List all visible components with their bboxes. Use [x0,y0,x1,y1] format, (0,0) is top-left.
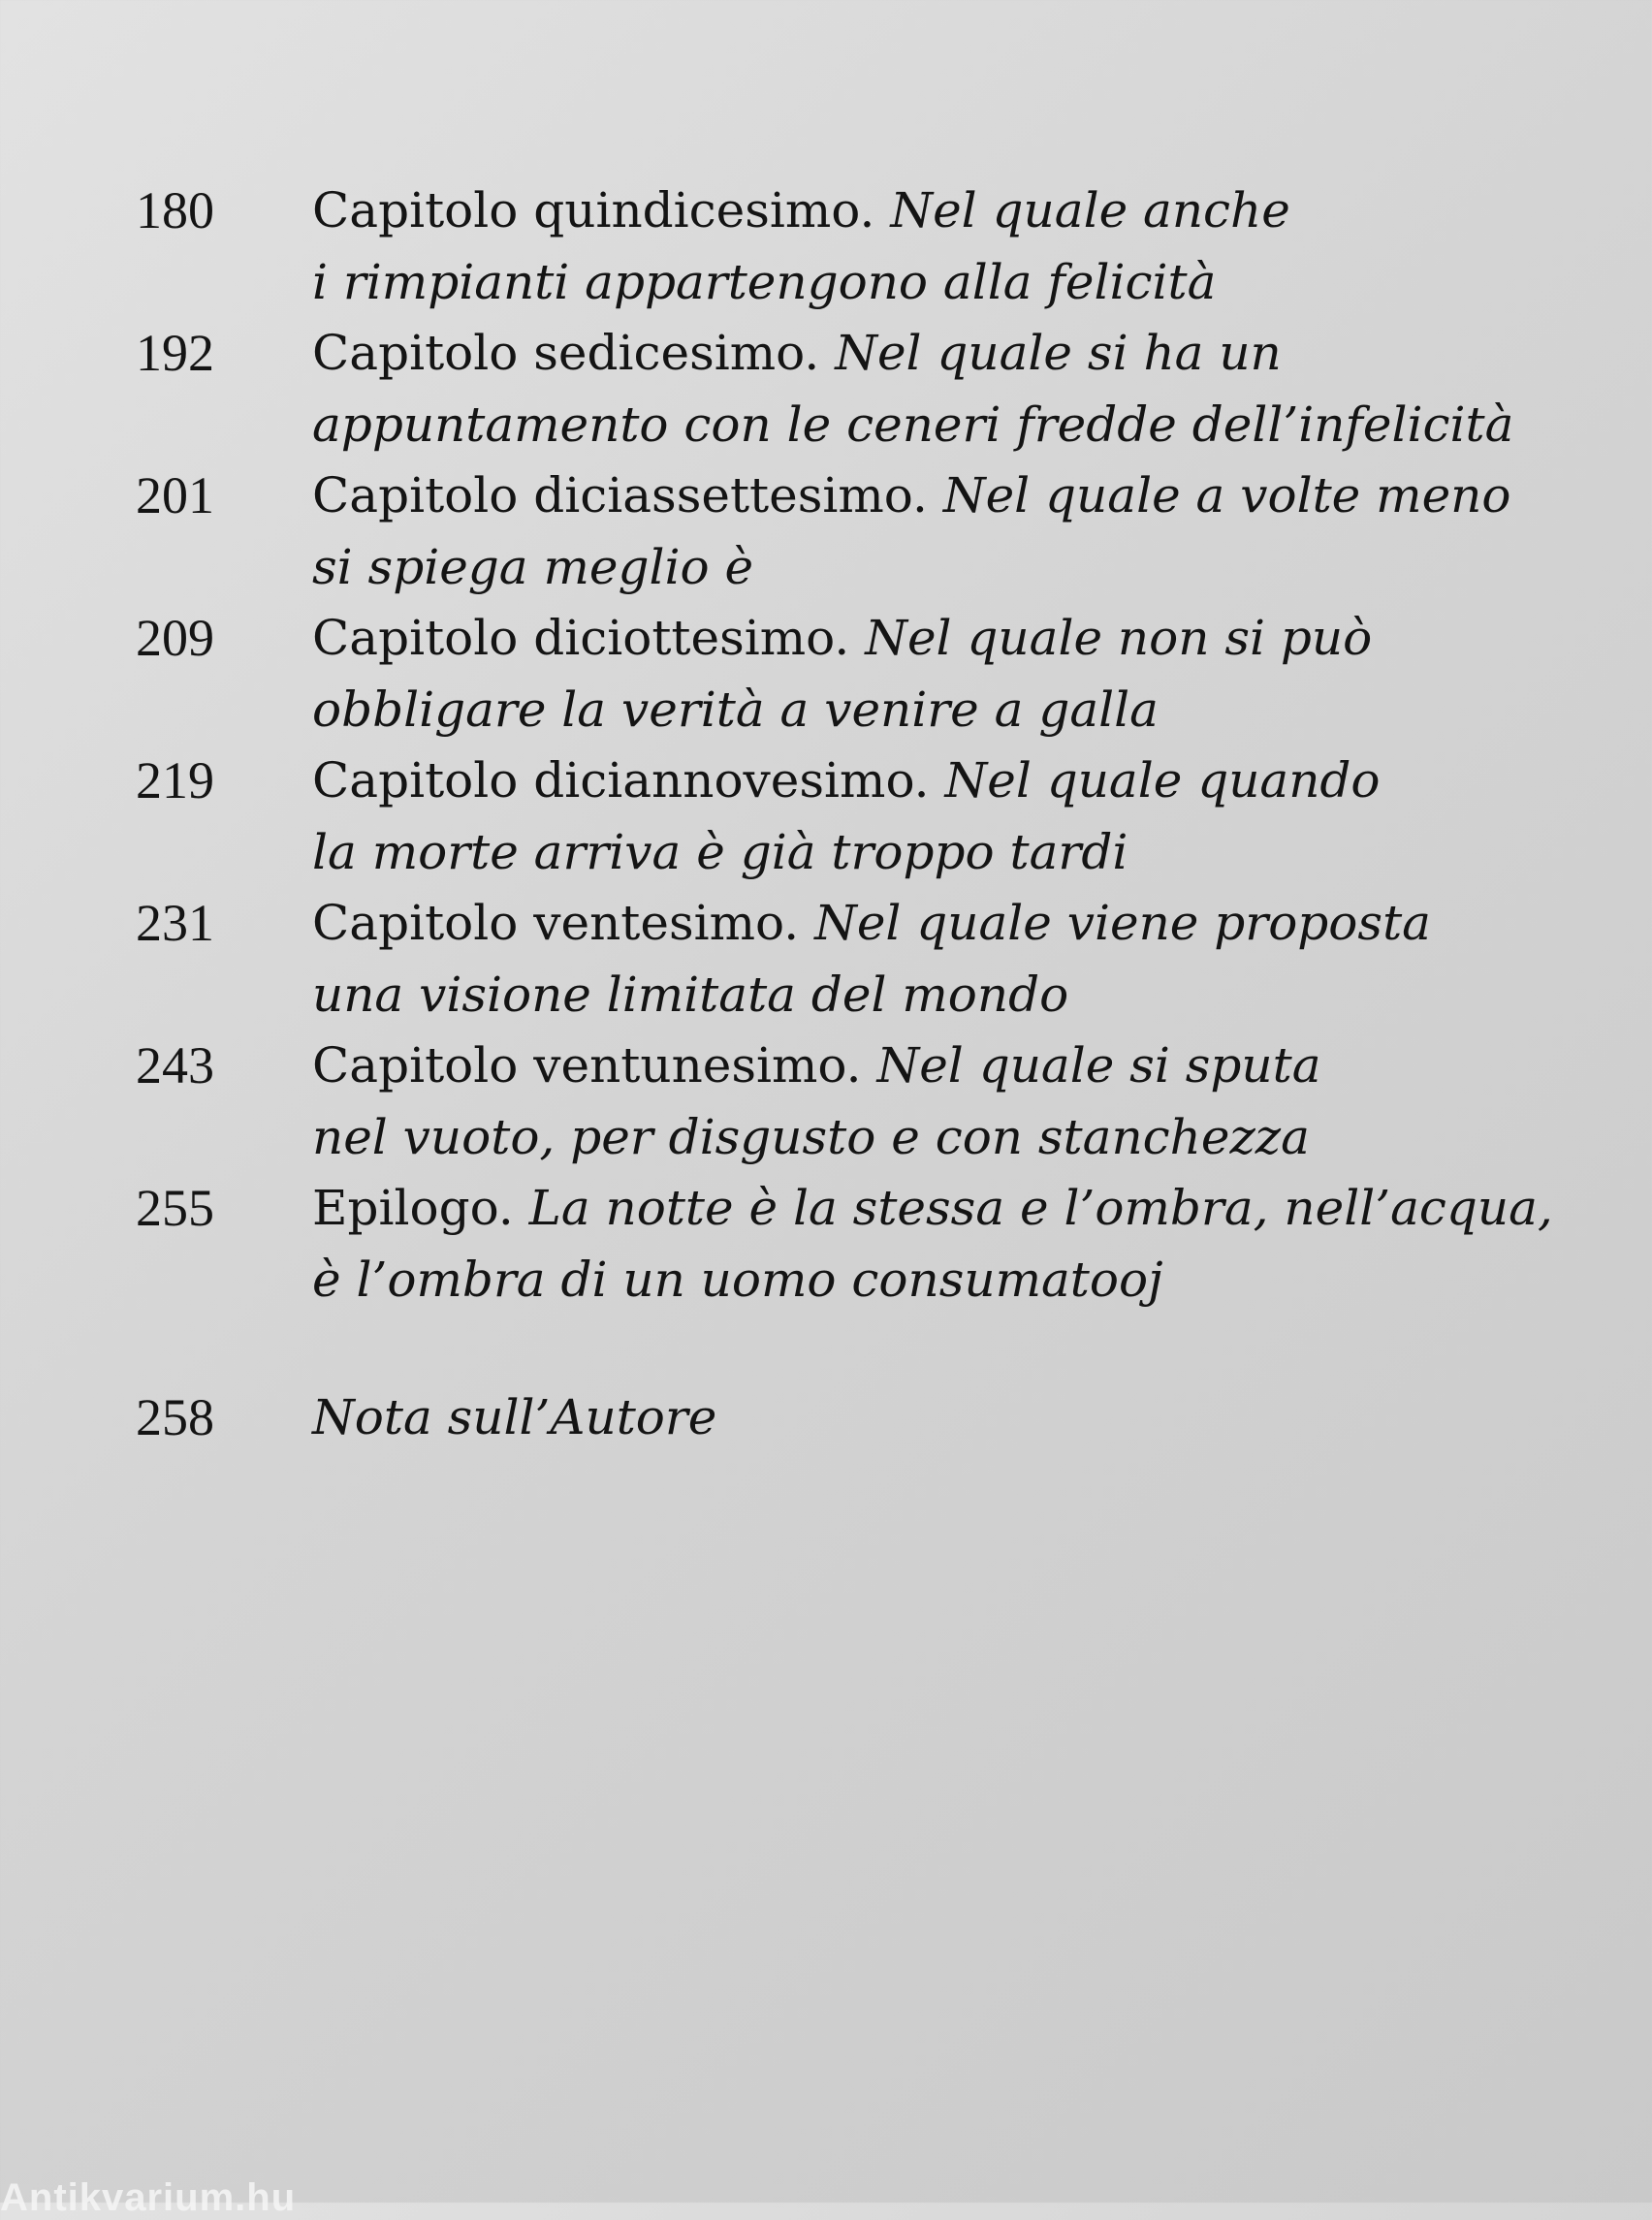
entry-text [312,1172,1592,1316]
page-number: 243 [136,1036,214,1094]
page-number: 201 [136,466,214,524]
chapter-title: Capitolo diciottesimo. [312,610,850,666]
epilogue-description-continued: è l’ombra di un uomo consumatooj [312,1252,1163,1308]
chapter-description-continued: si spiega meglio è [312,539,754,595]
page-number: 258 [136,1388,214,1446]
page-number: 192 [136,324,214,382]
watermark: Antikvarium.hu [0,2176,297,2219]
page-number: 209 [136,609,214,667]
entry-text [312,174,1592,318]
chapter-description: Nel quale quando [944,752,1381,809]
epilogue-description: La notte è la stessa e l’ombra, nell’acqua, [528,1180,1553,1236]
chapter-title: Capitolo sedicesimo. [312,325,820,381]
chapter-description: Nel quale anche [890,182,1290,238]
entry-text [312,317,1592,460]
chapter-title: Capitolo ventesimo. [312,895,800,951]
page-number: 219 [136,751,214,809]
chapter-description-continued: i rimpianti appartengono alla felicità [312,254,1217,310]
chapter-description: Nel quale a volte meno [942,467,1511,523]
entry-text [312,602,1592,745]
chapter-description-continued: una visione limitata del mondo [312,967,1069,1023]
chapter-description: Nel quale non si può [865,610,1373,666]
author-note-label: Nota sull’Autore [312,1389,717,1445]
chapter-title: Capitolo quindicesimo. [312,182,875,238]
page-number: 180 [136,181,214,239]
chapter-title: Capitolo diciannovesimo. [312,752,930,809]
chapter-title: Capitolo diciassettesimo. [312,467,928,523]
entry-text [312,745,1592,888]
chapter-description: Nel quale si sputa [876,1037,1321,1094]
chapter-description-continued: obbligare la verità a venire a galla [312,682,1159,738]
page-number: 255 [136,1179,214,1237]
entry-text [312,1381,1592,1453]
chapter-description: Nel quale viene proposta [814,895,1431,951]
chapter-title: Capitolo ventunesimo. [312,1037,862,1094]
page-number: 231 [136,894,214,952]
chapter-description-continued: appuntamento con le ceneri fredde dell’infelicità [312,396,1514,453]
chapter-description: Nel quale si ha un [835,325,1282,381]
entry-text [312,460,1592,603]
chapter-description-continued: la morte arriva è già troppo tardi [312,824,1128,880]
entry-text [312,887,1592,1031]
entry-text [312,1030,1592,1173]
chapter-description-continued: nel vuoto, per disgusto e con stanchezza [312,1109,1310,1165]
epilogue-title: Epilogo. [312,1180,514,1236]
